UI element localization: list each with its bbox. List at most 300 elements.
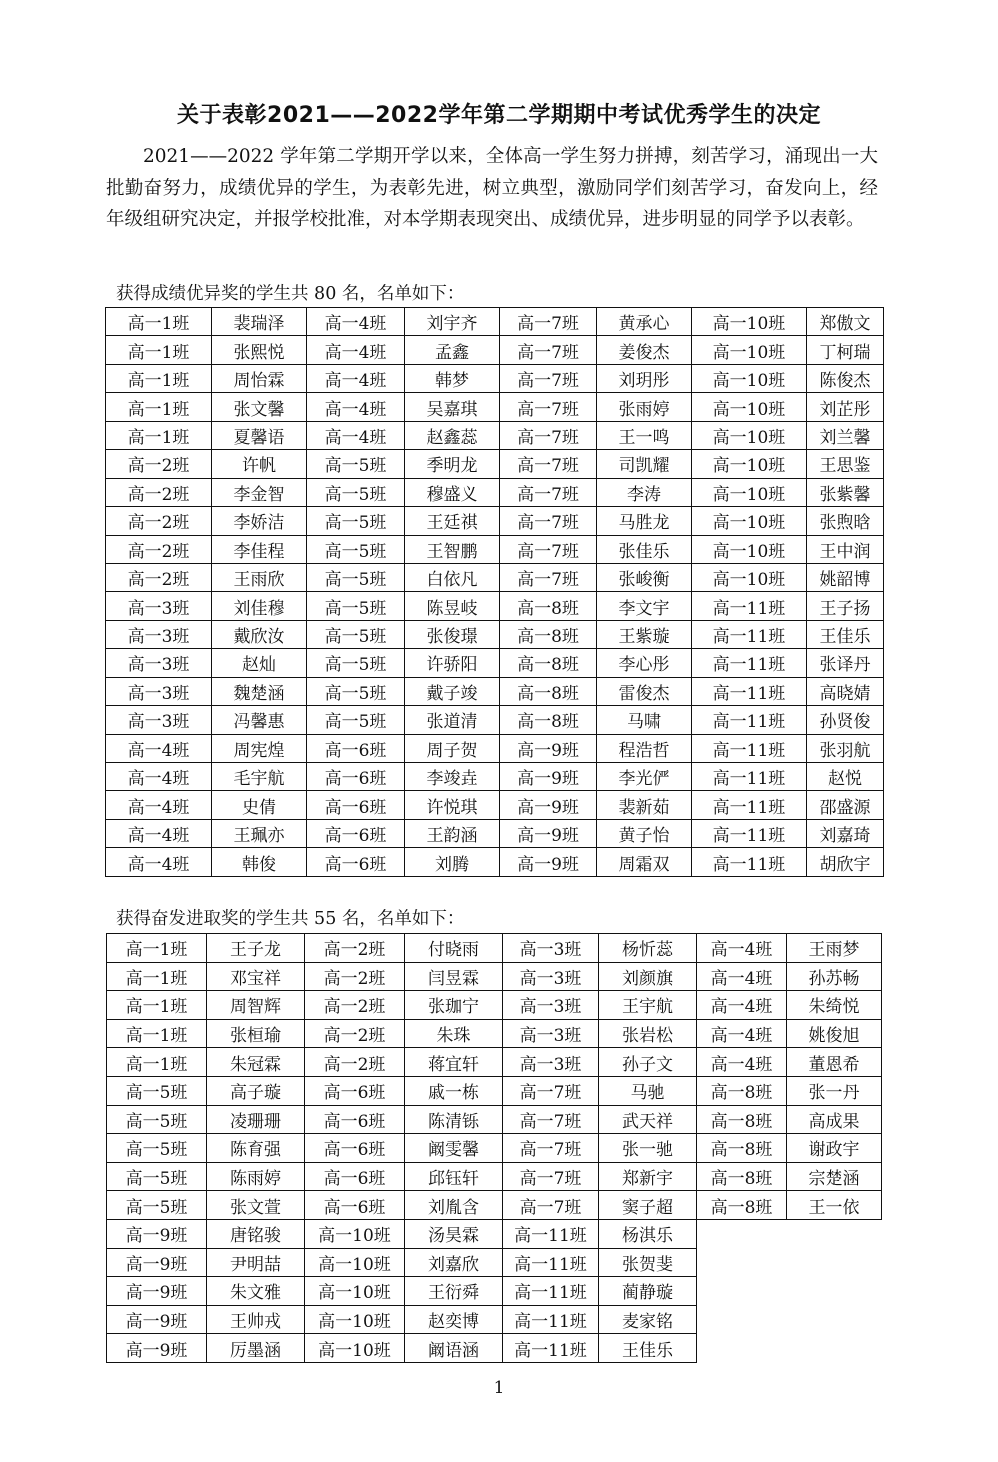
class-cell: 高一11班 — [692, 677, 807, 705]
class-cell: 高一7班 — [500, 478, 597, 506]
student-name-cell: 邓宝祥 — [207, 962, 305, 991]
student-name-cell: 王宇航 — [599, 991, 697, 1020]
student-name-cell: 刘胤含 — [405, 1191, 503, 1220]
class-cell: 高一11班 — [692, 649, 807, 677]
student-name-cell: 周宪煌 — [212, 734, 307, 762]
student-name-cell: 刘芷彤 — [807, 393, 884, 421]
class-cell: 高一3班 — [503, 1019, 599, 1048]
class-cell: 高一4班 — [307, 364, 405, 392]
class-cell: 高一11班 — [692, 763, 807, 791]
class-cell: 高一7班 — [500, 450, 597, 478]
student-name-cell: 郑新宇 — [599, 1162, 697, 1191]
student-name-cell: 朱冠霖 — [207, 1048, 305, 1077]
student-name-cell: 蒋宜轩 — [405, 1048, 503, 1077]
table-row — [106, 734, 884, 762]
student-name-cell: 朱文雅 — [207, 1277, 305, 1306]
student-name-cell: 赵悦 — [807, 763, 884, 791]
student-name-cell: 阚语涵 — [405, 1334, 503, 1363]
class-cell: 高一6班 — [307, 848, 405, 876]
student-name-cell: 朱珠 — [405, 1019, 503, 1048]
table-row — [107, 1048, 882, 1077]
student-name-cell: 刘玥彤 — [597, 364, 692, 392]
class-cell: 高一5班 — [307, 620, 405, 648]
class-cell: 高一7班 — [500, 507, 597, 535]
student-name-cell: 姜俊杰 — [597, 336, 692, 364]
document-title: 关于表彰2021——2022学年第二学期期中考试优秀学生的决定 — [177, 103, 821, 128]
student-name-cell: 王中润 — [807, 535, 884, 563]
class-cell: 高一5班 — [307, 507, 405, 535]
student-name-cell: 史倩 — [212, 791, 307, 819]
student-name-cell: 陈育强 — [207, 1134, 305, 1163]
class-cell: 高一4班 — [697, 991, 787, 1020]
class-cell: 高一10班 — [692, 393, 807, 421]
student-name-cell: 赵灿 — [212, 649, 307, 677]
table-row — [106, 649, 884, 677]
table-row — [107, 1019, 882, 1048]
student-name-cell: 张岩松 — [599, 1019, 697, 1048]
student-name-cell: 马胜龙 — [597, 507, 692, 535]
class-cell: 高一2班 — [106, 535, 212, 563]
class-cell: 高一4班 — [307, 336, 405, 364]
table-row — [106, 848, 884, 876]
student-name-cell: 李涛 — [597, 478, 692, 506]
table-row — [106, 791, 884, 819]
class-cell: 高一8班 — [697, 1076, 787, 1105]
class-cell: 高一9班 — [107, 1248, 207, 1277]
class-cell: 高一10班 — [692, 535, 807, 563]
student-name-cell: 张桓瑜 — [207, 1019, 305, 1048]
student-name-cell: 张一驰 — [599, 1134, 697, 1163]
class-cell: 高一8班 — [697, 1191, 787, 1220]
student-name-cell: 汤昊霖 — [405, 1219, 503, 1248]
table-row — [107, 1248, 882, 1277]
student-name-cell: 陈清铄 — [405, 1105, 503, 1134]
class-cell: 高一11班 — [692, 848, 807, 876]
class-cell: 高一5班 — [107, 1076, 207, 1105]
class-cell: 高一6班 — [305, 1162, 405, 1191]
empty-cell — [697, 1219, 787, 1248]
student-name-cell: 王智鹏 — [405, 535, 500, 563]
student-name-cell: 赵奕博 — [405, 1305, 503, 1334]
student-name-cell: 李光俨 — [597, 763, 692, 791]
student-name-cell: 张煦晗 — [807, 507, 884, 535]
student-name-cell: 孙贤俊 — [807, 706, 884, 734]
student-name-cell: 孟鑫 — [405, 336, 500, 364]
student-name-cell: 邵盛源 — [807, 791, 884, 819]
class-cell: 高一10班 — [305, 1219, 405, 1248]
empty-cell — [787, 1305, 882, 1334]
student-name-cell: 黄子怡 — [597, 819, 692, 847]
class-cell: 高一4班 — [106, 848, 212, 876]
student-name-cell: 王廷祺 — [405, 507, 500, 535]
table-row — [106, 677, 884, 705]
class-cell: 高一11班 — [692, 706, 807, 734]
class-cell: 高一1班 — [107, 1048, 207, 1077]
student-name-cell: 王一依 — [787, 1191, 882, 1220]
table-row — [107, 1277, 882, 1306]
student-name-cell: 戴子竣 — [405, 677, 500, 705]
empty-cell — [697, 1305, 787, 1334]
empty-cell — [787, 1277, 882, 1306]
student-name-cell: 马啸 — [597, 706, 692, 734]
progress-award-table — [106, 933, 882, 1363]
class-cell: 高一7班 — [500, 364, 597, 392]
student-name-cell: 麦家铭 — [599, 1305, 697, 1334]
student-name-cell: 姚俊旭 — [787, 1019, 882, 1048]
class-cell: 高一10班 — [692, 308, 807, 336]
class-cell: 高一7班 — [503, 1076, 599, 1105]
class-cell: 高一4班 — [697, 1019, 787, 1048]
table-row — [106, 592, 884, 620]
student-name-cell: 董恩希 — [787, 1048, 882, 1077]
class-cell: 高一7班 — [503, 1134, 599, 1163]
table-row — [106, 620, 884, 648]
class-cell: 高一2班 — [106, 478, 212, 506]
student-name-cell: 张贺斐 — [599, 1248, 697, 1277]
progress-award-heading: 获得奋发进取奖的学生共 55 名，名单如下： — [116, 909, 465, 929]
class-cell: 高一10班 — [692, 563, 807, 591]
student-name-cell: 赵鑫蕊 — [405, 421, 500, 449]
student-name-cell: 窦子超 — [599, 1191, 697, 1220]
student-name-cell: 王子扬 — [807, 592, 884, 620]
class-cell: 高一8班 — [500, 649, 597, 677]
student-name-cell: 陈雨婷 — [207, 1162, 305, 1191]
student-name-cell: 夏馨语 — [212, 421, 307, 449]
table-row — [106, 364, 884, 392]
student-name-cell: 戴欣汝 — [212, 620, 307, 648]
class-cell: 高一2班 — [106, 563, 212, 591]
class-cell: 高一3班 — [106, 592, 212, 620]
class-cell: 高一5班 — [307, 706, 405, 734]
student-name-cell: 雷俊杰 — [597, 677, 692, 705]
student-name-cell: 陈俊杰 — [807, 364, 884, 392]
class-cell: 高一4班 — [307, 308, 405, 336]
class-cell: 高一6班 — [307, 734, 405, 762]
student-name-cell: 张羽航 — [807, 734, 884, 762]
class-cell: 高一10班 — [692, 336, 807, 364]
student-name-cell: 毛宇航 — [212, 763, 307, 791]
student-name-cell: 王子龙 — [207, 934, 305, 963]
class-cell: 高一3班 — [106, 649, 212, 677]
class-cell: 高一4班 — [106, 819, 212, 847]
student-name-cell: 刘嘉欣 — [405, 1248, 503, 1277]
class-cell: 高一9班 — [500, 734, 597, 762]
class-cell: 高一2班 — [305, 934, 405, 963]
table-row — [106, 706, 884, 734]
class-cell: 高一1班 — [107, 1019, 207, 1048]
class-cell: 高一5班 — [307, 592, 405, 620]
class-cell: 高一11班 — [503, 1334, 599, 1363]
student-name-cell: 王佳乐 — [599, 1334, 697, 1363]
table-row — [107, 1134, 882, 1163]
class-cell: 高一3班 — [503, 962, 599, 991]
excellence-award-heading: 获得成绩优异奖的学生共 80 名，名单如下： — [116, 284, 465, 304]
class-cell: 高一5班 — [307, 478, 405, 506]
student-name-cell: 尹明喆 — [207, 1248, 305, 1277]
student-name-cell: 武天祥 — [599, 1105, 697, 1134]
class-cell: 高一5班 — [307, 563, 405, 591]
table-row — [107, 1162, 882, 1191]
table-row — [106, 563, 884, 591]
class-cell: 高一3班 — [106, 620, 212, 648]
table-row — [106, 535, 884, 563]
class-cell: 高一1班 — [106, 421, 212, 449]
student-name-cell: 刘佳穆 — [212, 592, 307, 620]
student-name-cell: 李金智 — [212, 478, 307, 506]
class-cell: 高一1班 — [107, 934, 207, 963]
student-name-cell: 裴新茹 — [597, 791, 692, 819]
class-cell: 高一7班 — [500, 308, 597, 336]
student-name-cell: 周霜双 — [597, 848, 692, 876]
class-cell: 高一10班 — [692, 421, 807, 449]
table-row — [107, 1219, 882, 1248]
table-row — [106, 308, 884, 336]
class-cell: 高一5班 — [307, 535, 405, 563]
student-name-cell: 李文宇 — [597, 592, 692, 620]
student-name-cell: 刘颜旗 — [599, 962, 697, 991]
student-name-cell: 周怡霖 — [212, 364, 307, 392]
student-name-cell: 张文馨 — [212, 393, 307, 421]
class-cell: 高一6班 — [307, 819, 405, 847]
student-name-cell: 马驰 — [599, 1076, 697, 1105]
class-cell: 高一4班 — [307, 393, 405, 421]
table-row — [106, 478, 884, 506]
class-cell: 高一8班 — [500, 620, 597, 648]
class-cell: 高一6班 — [305, 1134, 405, 1163]
table-row — [107, 1191, 882, 1220]
class-cell: 高一7班 — [503, 1105, 599, 1134]
student-name-cell: 蔺静璇 — [599, 1277, 697, 1306]
student-name-cell: 张一丹 — [787, 1076, 882, 1105]
class-cell: 高一6班 — [305, 1076, 405, 1105]
table-row — [106, 421, 884, 449]
class-cell: 高一5班 — [307, 649, 405, 677]
class-cell: 高一3班 — [503, 991, 599, 1020]
class-cell: 高一1班 — [107, 991, 207, 1020]
student-name-cell: 穆盛义 — [405, 478, 500, 506]
class-cell: 高一11班 — [692, 791, 807, 819]
class-cell: 高一1班 — [106, 308, 212, 336]
class-cell: 高一11班 — [503, 1248, 599, 1277]
student-name-cell: 司凯耀 — [597, 450, 692, 478]
excellence-award-table — [105, 307, 884, 877]
class-cell: 高一4班 — [697, 934, 787, 963]
class-cell: 高一4班 — [106, 763, 212, 791]
student-name-cell: 高子璇 — [207, 1076, 305, 1105]
student-name-cell: 黄承心 — [597, 308, 692, 336]
student-name-cell: 季明龙 — [405, 450, 500, 478]
class-cell: 高一8班 — [697, 1162, 787, 1191]
class-cell: 高一3班 — [503, 934, 599, 963]
table-row — [107, 1305, 882, 1334]
student-name-cell: 裴瑞泽 — [212, 308, 307, 336]
class-cell: 高一8班 — [697, 1105, 787, 1134]
student-name-cell: 许帆 — [212, 450, 307, 478]
student-name-cell: 周智辉 — [207, 991, 305, 1020]
student-name-cell: 戚一栋 — [405, 1076, 503, 1105]
class-cell: 高一1班 — [107, 962, 207, 991]
table-row — [106, 450, 884, 478]
table-row — [107, 934, 882, 963]
class-cell: 高一5班 — [307, 450, 405, 478]
student-name-cell: 丁柯瑞 — [807, 336, 884, 364]
class-cell: 高一11班 — [692, 819, 807, 847]
student-name-cell: 冯馨惠 — [212, 706, 307, 734]
class-cell: 高一1班 — [106, 336, 212, 364]
class-cell: 高一4班 — [106, 791, 212, 819]
class-cell: 高一3班 — [503, 1048, 599, 1077]
student-name-cell: 邱钰轩 — [405, 1162, 503, 1191]
student-name-cell: 吴嘉琪 — [405, 393, 500, 421]
empty-cell — [697, 1334, 787, 1363]
class-cell: 高一11班 — [692, 620, 807, 648]
student-name-cell: 张道清 — [405, 706, 500, 734]
class-cell: 高一2班 — [106, 507, 212, 535]
class-cell: 高一8班 — [500, 677, 597, 705]
student-name-cell: 刘嘉琦 — [807, 819, 884, 847]
student-name-cell: 张文萱 — [207, 1191, 305, 1220]
class-cell: 高一10班 — [305, 1305, 405, 1334]
class-cell: 高一10班 — [305, 1277, 405, 1306]
class-cell: 高一9班 — [107, 1219, 207, 1248]
class-cell: 高一5班 — [107, 1191, 207, 1220]
class-cell: 高一10班 — [692, 507, 807, 535]
student-name-cell: 韩俊 — [212, 848, 307, 876]
table-row — [106, 393, 884, 421]
student-name-cell: 王紫璇 — [597, 620, 692, 648]
student-name-cell: 李竣垚 — [405, 763, 500, 791]
student-name-cell: 许悦琪 — [405, 791, 500, 819]
table-row — [107, 962, 882, 991]
class-cell: 高一3班 — [106, 677, 212, 705]
table-row — [106, 763, 884, 791]
empty-cell — [697, 1277, 787, 1306]
class-cell: 高一9班 — [500, 791, 597, 819]
student-name-cell: 厉墨涵 — [207, 1334, 305, 1363]
class-cell: 高一9班 — [107, 1277, 207, 1306]
class-cell: 高一8班 — [500, 592, 597, 620]
empty-cell — [787, 1248, 882, 1277]
student-name-cell: 谢政宇 — [787, 1134, 882, 1163]
empty-cell — [787, 1219, 882, 1248]
class-cell: 高一11班 — [692, 592, 807, 620]
student-name-cell: 王一鸣 — [597, 421, 692, 449]
class-cell: 高一10班 — [692, 364, 807, 392]
class-cell: 高一4班 — [106, 734, 212, 762]
student-name-cell: 王佳乐 — [807, 620, 884, 648]
student-name-cell: 王雨欣 — [212, 563, 307, 591]
student-name-cell: 张雨婷 — [597, 393, 692, 421]
class-cell: 高一5班 — [107, 1105, 207, 1134]
student-name-cell: 李娇洁 — [212, 507, 307, 535]
class-cell: 高一7班 — [503, 1191, 599, 1220]
student-name-cell: 张译丹 — [807, 649, 884, 677]
class-cell: 高一7班 — [500, 535, 597, 563]
student-name-cell: 张俊璟 — [405, 620, 500, 648]
class-cell: 高一10班 — [692, 450, 807, 478]
table-row — [107, 1334, 882, 1363]
class-cell: 高一11班 — [503, 1305, 599, 1334]
student-name-cell: 胡欣宇 — [807, 848, 884, 876]
student-name-cell: 唐铭骏 — [207, 1219, 305, 1248]
class-cell: 高一2班 — [106, 450, 212, 478]
class-cell: 高一6班 — [305, 1105, 405, 1134]
empty-cell — [787, 1334, 882, 1363]
student-name-cell: 张珈宁 — [405, 991, 503, 1020]
intro-paragraph: 2021——2022 学年第二学期开学以来，全体高一学生努力拼搏，刻苦学习，涌现出一大批勤奋努力，成绩优异的学生，为表彰先进，树立典型，激励同学们刻苦学习，奋发向上，经年级组研究决定，并报学校批准，对本学期表现突出、成绩优异，进步明显的同学予以表彰。 — [106, 146, 878, 230]
student-name-cell: 李心彤 — [597, 649, 692, 677]
student-name-cell: 杨淇乐 — [599, 1219, 697, 1248]
class-cell: 高一5班 — [107, 1134, 207, 1163]
class-cell: 高一4班 — [697, 1048, 787, 1077]
table-row — [107, 1076, 882, 1105]
student-name-cell: 姚韶博 — [807, 563, 884, 591]
student-name-cell: 孙苏畅 — [787, 962, 882, 991]
class-cell: 高一9班 — [500, 763, 597, 791]
class-cell: 高一5班 — [307, 677, 405, 705]
student-name-cell: 宗楚涵 — [787, 1162, 882, 1191]
class-cell: 高一10班 — [305, 1334, 405, 1363]
class-cell: 高一9班 — [107, 1305, 207, 1334]
student-name-cell: 高成果 — [787, 1105, 882, 1134]
class-cell: 高一11班 — [692, 734, 807, 762]
class-cell: 高一6班 — [307, 791, 405, 819]
student-name-cell: 王帅戎 — [207, 1305, 305, 1334]
class-cell: 高一6班 — [307, 763, 405, 791]
student-name-cell: 李佳程 — [212, 535, 307, 563]
student-name-cell: 刘宇齐 — [405, 308, 500, 336]
table-row — [106, 507, 884, 535]
class-cell: 高一10班 — [692, 478, 807, 506]
student-name-cell: 程浩哲 — [597, 734, 692, 762]
student-name-cell: 周子贺 — [405, 734, 500, 762]
class-cell: 高一7班 — [500, 421, 597, 449]
student-name-cell: 王思鉴 — [807, 450, 884, 478]
empty-cell — [697, 1248, 787, 1277]
class-cell: 高一1班 — [106, 364, 212, 392]
class-cell: 高一7班 — [503, 1162, 599, 1191]
class-cell: 高一11班 — [503, 1219, 599, 1248]
class-cell: 高一8班 — [697, 1134, 787, 1163]
student-name-cell: 张峻衡 — [597, 563, 692, 591]
class-cell: 高一11班 — [503, 1277, 599, 1306]
student-name-cell: 张佳乐 — [597, 535, 692, 563]
table-row — [107, 991, 882, 1020]
class-cell: 高一9班 — [107, 1334, 207, 1363]
class-cell: 高一8班 — [500, 706, 597, 734]
class-cell: 高一9班 — [500, 819, 597, 847]
student-name-cell: 张紫馨 — [807, 478, 884, 506]
student-name-cell: 闫昱霖 — [405, 962, 503, 991]
class-cell: 高一2班 — [305, 991, 405, 1020]
student-name-cell: 张熙悦 — [212, 336, 307, 364]
class-cell: 高一7班 — [500, 393, 597, 421]
student-name-cell: 高晓婧 — [807, 677, 884, 705]
class-cell: 高一5班 — [107, 1162, 207, 1191]
student-name-cell: 白依凡 — [405, 563, 500, 591]
student-name-cell: 韩梦 — [405, 364, 500, 392]
class-cell: 高一4班 — [307, 421, 405, 449]
class-cell: 高一7班 — [500, 563, 597, 591]
student-name-cell: 孙子文 — [599, 1048, 697, 1077]
class-cell: 高一10班 — [305, 1248, 405, 1277]
class-cell: 高一3班 — [106, 706, 212, 734]
student-name-cell: 王衍舜 — [405, 1277, 503, 1306]
class-cell: 高一9班 — [500, 848, 597, 876]
class-cell: 高一1班 — [106, 393, 212, 421]
table-row — [106, 336, 884, 364]
student-name-cell: 魏楚涵 — [212, 677, 307, 705]
